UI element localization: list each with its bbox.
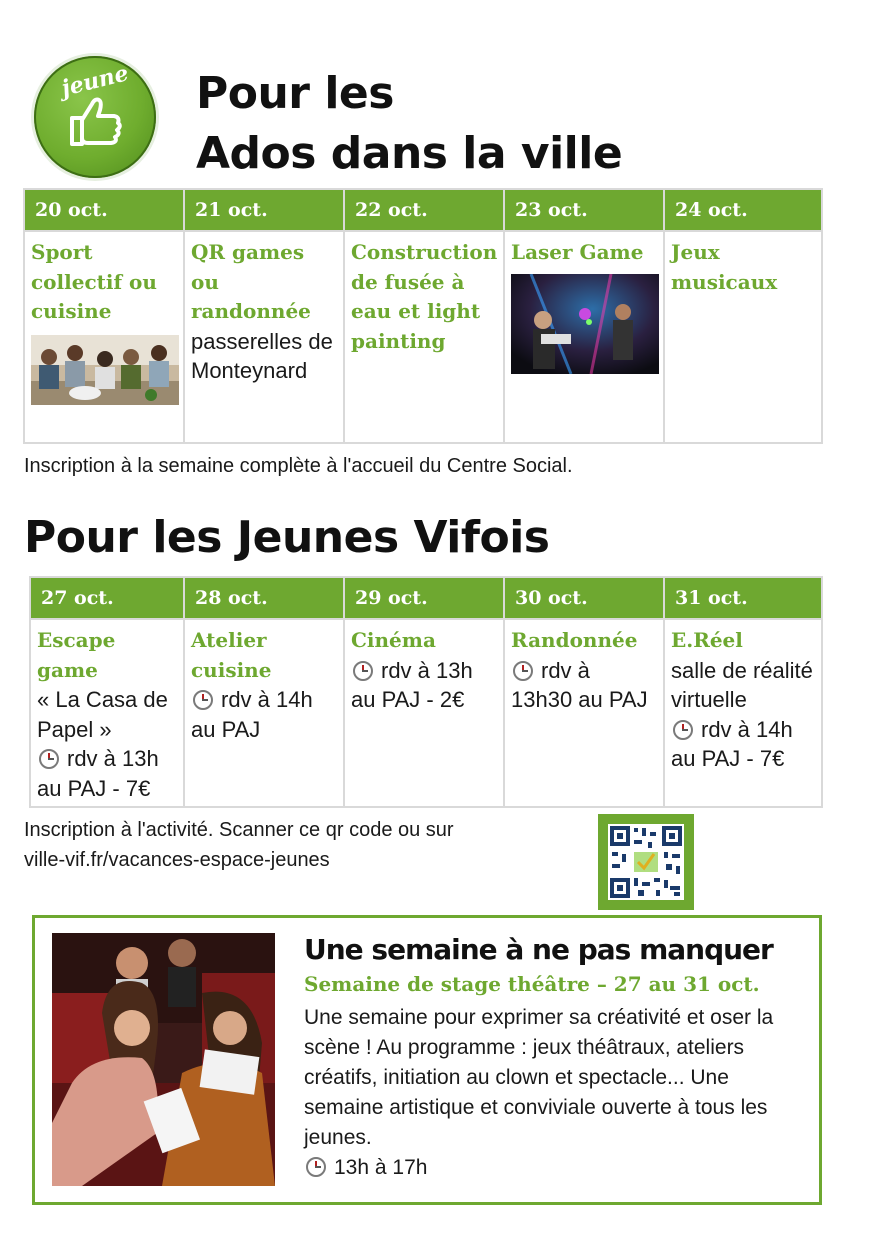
highlight-description: Une semaine pour exprimer sa créativité et oser la scène ! Au programme : jeux théâtraux, ateliers créatifs, initiation au clown et spectacle... Une semaine artistique et conviviale ouverte à tous les jeunes.: [304, 1006, 774, 1149]
date-cell: 20 oct.: [24, 189, 184, 231]
highlight-body: [304, 1003, 804, 1183]
section1-title: [196, 64, 622, 184]
schedule-activity-row: [30, 619, 822, 807]
activity-time: [671, 715, 815, 774]
date-cell: 21 oct.: [184, 189, 344, 231]
clock-icon: [353, 661, 373, 681]
activity-title: QR games ou randonnée: [191, 240, 311, 323]
vifois-schedule-table: [29, 576, 823, 808]
ados-registration-note: Inscription à la semaine complète à l'accueil du Centre Social.: [24, 455, 573, 477]
activity-title: Laser Game: [511, 240, 644, 264]
schedule-header-row: [30, 577, 822, 619]
activity-title: Construction de fusée à eau et light painting: [351, 240, 498, 353]
clock-icon: [513, 661, 533, 681]
date-cell: 23 oct.: [504, 189, 664, 231]
date-cell: 24 oct.: [664, 189, 822, 231]
thumbs-up-icon: [64, 90, 126, 152]
schedule-header-row: [24, 189, 822, 231]
activity-time: [511, 656, 657, 715]
logo-label: jeune: [58, 60, 132, 102]
clock-icon: [39, 749, 59, 769]
day-cell: [664, 231, 822, 443]
day-cell: [30, 619, 184, 807]
vifois-registration-note: [24, 815, 454, 875]
activity-title: Atelier cuisine: [191, 628, 272, 682]
date-cell: 30 oct.: [504, 577, 664, 619]
qr-code[interactable]: [598, 814, 694, 910]
vifois-note-line1: Inscription à l'activité. Scanner ce qr code ou sur: [24, 819, 454, 841]
clock-icon: [673, 720, 693, 740]
ados-schedule-table: [23, 188, 823, 444]
section1-title-line1: Pour les: [196, 68, 394, 119]
date-cell: 22 oct.: [344, 189, 504, 231]
section1-title-line2: Ados dans la ville: [196, 128, 623, 179]
activity-time-text: rdv à 13h30 au PAJ: [511, 657, 648, 712]
activity-detail: salle de réalité virtuelle: [671, 657, 813, 712]
activity-time-text: rdv à 14h au PAJ - 7€: [671, 716, 793, 771]
activity-time-text: rdv à 13h au PAJ - 7€: [37, 746, 159, 801]
theatre-photo: [52, 933, 275, 1186]
day-cell: [504, 619, 664, 807]
highlight-time: [304, 1153, 804, 1183]
activity-detail: « La Casa de Papel »: [37, 687, 168, 742]
activity-time-text: rdv à 14h au PAJ: [191, 687, 313, 742]
date-cell: 28 oct.: [184, 577, 344, 619]
activity-time: [351, 656, 497, 715]
activity-title: Escape game: [37, 628, 116, 682]
day-cell: [184, 619, 344, 807]
day-cell: [184, 231, 344, 443]
day-cell: [344, 231, 504, 443]
schedule-activity-row: [24, 231, 822, 443]
day-cell: [504, 231, 664, 443]
qr-code-pattern: [608, 824, 684, 900]
activity-title: Randonnée: [511, 628, 638, 652]
activity-time-text: rdv à 13h au PAJ - 2€: [351, 657, 473, 712]
activity-time: [37, 744, 177, 803]
cooking-group-photo: [31, 335, 179, 405]
day-cell: [664, 619, 822, 807]
date-cell: 29 oct.: [344, 577, 504, 619]
day-cell: [344, 619, 504, 807]
laser-game-photo: [511, 274, 659, 374]
activity-title: Cinéma: [351, 628, 436, 652]
clock-icon: [306, 1157, 326, 1177]
activity-title: Jeux musicaux: [671, 240, 778, 294]
highlight-title: Une semaine à ne pas manquer: [304, 933, 773, 966]
date-cell: 31 oct.: [664, 577, 822, 619]
vifois-note-link[interactable]: ville-vif.fr/vacances-espace-jeunes: [24, 849, 330, 871]
day-cell: [24, 231, 184, 443]
activity-title: E.Réel: [671, 628, 743, 652]
highlight-subtitle: Semaine de stage théâtre – 27 au 31 oct.: [304, 972, 760, 996]
activity-title: Sport collectif ou cuisine: [31, 240, 157, 323]
highlight-time-text: 13h à 17h: [334, 1156, 428, 1179]
jeune-logo: [34, 56, 156, 178]
date-cell: 27 oct.: [30, 577, 184, 619]
clock-icon: [193, 690, 213, 710]
activity-detail: passerelles de Monteynard: [191, 328, 333, 383]
activity-time: [191, 685, 337, 744]
section2-title: Pour les Jeunes Vifois: [24, 512, 550, 563]
